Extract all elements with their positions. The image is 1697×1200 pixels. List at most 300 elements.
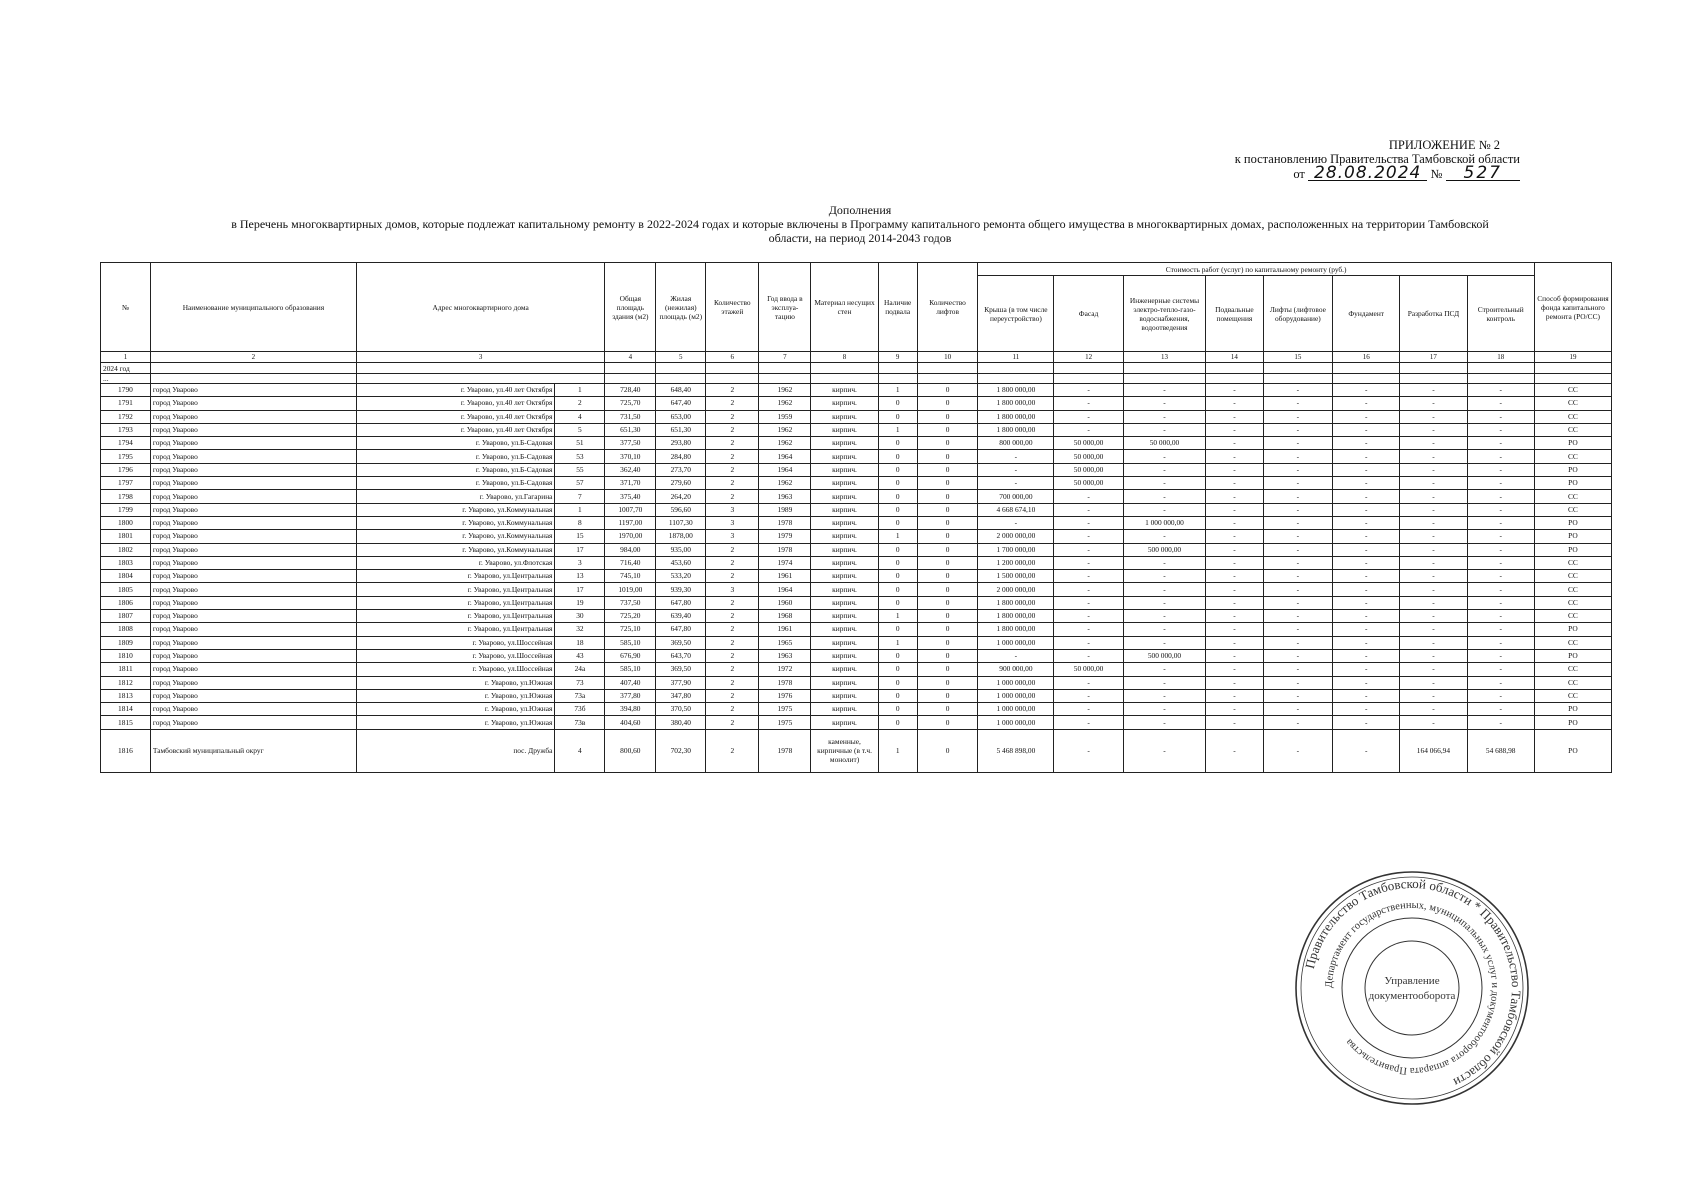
lifts-count-cell: 0 bbox=[917, 610, 978, 623]
lifts-count-cell: 0 bbox=[917, 570, 978, 583]
living-area-cell: 1878,00 bbox=[656, 530, 706, 543]
house-number-cell: 51 bbox=[555, 437, 605, 450]
table-row bbox=[101, 490, 1612, 503]
address-cell: г. Уварово, ул.Б-Садовая bbox=[356, 477, 554, 490]
table-row bbox=[101, 384, 1612, 397]
municipality-cell: город Уварово bbox=[150, 623, 356, 636]
control-cost-cell: - bbox=[1467, 663, 1534, 676]
address-cell: г. Уварово, ул.Б-Садовая bbox=[356, 463, 554, 476]
house-number-cell: 17 bbox=[555, 543, 605, 556]
engineering-cost-cell: - bbox=[1123, 623, 1205, 636]
lifts-cost-cell: - bbox=[1263, 463, 1332, 476]
year-cell: 1975 bbox=[759, 703, 811, 716]
table-row bbox=[101, 623, 1612, 636]
roof-cost-cell: 1 500 000,00 bbox=[978, 570, 1054, 583]
address-cell: г. Уварово, ул.Шоссейная bbox=[356, 663, 554, 676]
psd-cost-cell: - bbox=[1400, 490, 1467, 503]
facade-cost-cell: - bbox=[1054, 596, 1123, 609]
floors-cell: 3 bbox=[706, 583, 759, 596]
house-number-cell: 43 bbox=[555, 649, 605, 662]
material-cell: кирпич. bbox=[811, 463, 878, 476]
foundation-cost-cell: - bbox=[1333, 437, 1400, 450]
engineering-cost-cell: - bbox=[1123, 556, 1205, 569]
basements-cost-cell: - bbox=[1206, 410, 1263, 423]
method-cell: СС bbox=[1534, 676, 1611, 689]
foundation-cost-cell: - bbox=[1333, 423, 1400, 436]
material-cell: кирпич. bbox=[811, 716, 878, 729]
basements-cost-cell: - bbox=[1206, 384, 1263, 397]
column-number: 10 bbox=[917, 352, 978, 363]
method-cell: СС bbox=[1534, 503, 1611, 516]
house-number-cell: 17 bbox=[555, 583, 605, 596]
ellipsis: ... bbox=[101, 374, 151, 384]
psd-cost-cell: - bbox=[1400, 397, 1467, 410]
facade-cost-cell: 50 000,00 bbox=[1054, 477, 1123, 490]
total-area-cell: 725,20 bbox=[605, 610, 656, 623]
appendix-subtitle: к постановлению Правительства Тамбовской области bbox=[1234, 152, 1520, 166]
engineering-cost-cell: - bbox=[1123, 610, 1205, 623]
basements-cost-cell: - bbox=[1206, 543, 1263, 556]
control-cost-cell: - bbox=[1467, 530, 1534, 543]
municipality-cell: город Уварово bbox=[150, 570, 356, 583]
lifts-count-cell: 0 bbox=[917, 636, 978, 649]
psd-cost-cell: - bbox=[1400, 503, 1467, 516]
row-number: 1793 bbox=[101, 423, 151, 436]
foundation-cost-cell: - bbox=[1333, 503, 1400, 516]
engineering-cost-cell: - bbox=[1123, 384, 1205, 397]
lifts-cost-cell: - bbox=[1263, 663, 1332, 676]
from-label: от bbox=[1293, 167, 1305, 181]
living-area-cell: 651,30 bbox=[656, 423, 706, 436]
foundation-cost-cell: - bbox=[1333, 689, 1400, 702]
house-number-cell: 30 bbox=[555, 610, 605, 623]
lifts-count-cell: 0 bbox=[917, 516, 978, 529]
lifts-count-cell: 0 bbox=[917, 477, 978, 490]
lifts-cost-cell: - bbox=[1263, 477, 1332, 490]
psd-cost-cell: - bbox=[1400, 583, 1467, 596]
municipality-cell: город Уварово bbox=[150, 610, 356, 623]
municipality-cell: город Уварово bbox=[150, 463, 356, 476]
facade-cost-cell: - bbox=[1054, 649, 1123, 662]
year-cell: 1978 bbox=[759, 729, 811, 772]
year-cell: 1960 bbox=[759, 596, 811, 609]
basement-cell: 0 bbox=[878, 503, 917, 516]
floors-cell: 3 bbox=[706, 516, 759, 529]
house-number-cell: 1 bbox=[555, 503, 605, 516]
table-row bbox=[101, 663, 1612, 676]
material-cell: кирпич. bbox=[811, 663, 878, 676]
header-basements: Подвальные помещения bbox=[1206, 276, 1263, 352]
psd-cost-cell: - bbox=[1400, 703, 1467, 716]
address-cell: г. Уварово, ул.Центральная bbox=[356, 596, 554, 609]
total-area-cell: 725,10 bbox=[605, 623, 656, 636]
basement-cell: 0 bbox=[878, 649, 917, 662]
floors-cell: 2 bbox=[706, 384, 759, 397]
municipality-cell: город Уварово bbox=[150, 450, 356, 463]
facade-cost-cell: - bbox=[1054, 556, 1123, 569]
year-cell: 1979 bbox=[759, 530, 811, 543]
roof-cost-cell: - bbox=[978, 450, 1054, 463]
foundation-cost-cell: - bbox=[1333, 596, 1400, 609]
floors-cell: 2 bbox=[706, 676, 759, 689]
column-number: 8 bbox=[811, 352, 878, 363]
row-number: 1808 bbox=[101, 623, 151, 636]
engineering-cost-cell: - bbox=[1123, 689, 1205, 702]
material-cell: кирпич. bbox=[811, 477, 878, 490]
engineering-cost-cell: - bbox=[1123, 636, 1205, 649]
year-cell: 1978 bbox=[759, 516, 811, 529]
roof-cost-cell: 1 000 000,00 bbox=[978, 703, 1054, 716]
lifts-cost-cell: - bbox=[1263, 423, 1332, 436]
column-number: 1 bbox=[101, 352, 151, 363]
facade-cost-cell: - bbox=[1054, 716, 1123, 729]
row-number: 1803 bbox=[101, 556, 151, 569]
method-cell: РО bbox=[1534, 477, 1611, 490]
address-cell: г. Уварово, ул.Коммунальная bbox=[356, 503, 554, 516]
lifts-cost-cell: - bbox=[1263, 437, 1332, 450]
lifts-cost-cell: - bbox=[1263, 410, 1332, 423]
lifts-count-cell: 0 bbox=[917, 410, 978, 423]
engineering-cost-cell: - bbox=[1123, 477, 1205, 490]
table-row bbox=[101, 570, 1612, 583]
floors-cell: 2 bbox=[706, 543, 759, 556]
lifts-cost-cell: - bbox=[1263, 649, 1332, 662]
floors-cell: 2 bbox=[706, 437, 759, 450]
basement-cell: 0 bbox=[878, 437, 917, 450]
year-cell: 1975 bbox=[759, 716, 811, 729]
lifts-cost-cell: - bbox=[1263, 530, 1332, 543]
house-number-cell: 73в bbox=[555, 716, 605, 729]
year-cell: 1974 bbox=[759, 556, 811, 569]
material-cell: кирпич. bbox=[811, 450, 878, 463]
lifts-cost-cell: - bbox=[1263, 384, 1332, 397]
table-row bbox=[101, 450, 1612, 463]
header-cost-group: Стоимость работ (услуг) по капитальному ремонту (руб.) bbox=[978, 263, 1534, 276]
material-cell: кирпич. bbox=[811, 516, 878, 529]
control-cost-cell: - bbox=[1467, 450, 1534, 463]
year-row bbox=[101, 363, 1612, 374]
basements-cost-cell: - bbox=[1206, 716, 1263, 729]
total-area-cell: 728,40 bbox=[605, 384, 656, 397]
total-area-cell: 377,50 bbox=[605, 437, 656, 450]
basement-cell: 1 bbox=[878, 384, 917, 397]
address-cell: г. Уварово, ул.Коммунальная bbox=[356, 543, 554, 556]
method-cell: СС bbox=[1534, 490, 1611, 503]
floors-cell: 2 bbox=[706, 410, 759, 423]
engineering-cost-cell: - bbox=[1123, 676, 1205, 689]
year-cell: 1965 bbox=[759, 636, 811, 649]
year-label: 2024 год bbox=[101, 363, 151, 374]
address-cell: г. Уварово, ул.Коммунальная bbox=[356, 530, 554, 543]
house-number-cell: 3 bbox=[555, 556, 605, 569]
basement-cell: 0 bbox=[878, 516, 917, 529]
lifts-count-cell: 0 bbox=[917, 437, 978, 450]
lifts-cost-cell: - bbox=[1263, 490, 1332, 503]
table-row bbox=[101, 503, 1612, 516]
facade-cost-cell: - bbox=[1054, 583, 1123, 596]
material-cell: кирпич. bbox=[811, 397, 878, 410]
living-area-cell: 279,60 bbox=[656, 477, 706, 490]
basements-cost-cell: - bbox=[1206, 490, 1263, 503]
address-cell: г. Уварово, ул.Южная bbox=[356, 703, 554, 716]
method-cell: СС bbox=[1534, 689, 1611, 702]
engineering-cost-cell: - bbox=[1123, 530, 1205, 543]
floors-cell: 2 bbox=[706, 397, 759, 410]
house-number-cell: 32 bbox=[555, 623, 605, 636]
psd-cost-cell: - bbox=[1400, 543, 1467, 556]
row-number: 1794 bbox=[101, 437, 151, 450]
column-number: 16 bbox=[1333, 352, 1400, 363]
foundation-cost-cell: - bbox=[1333, 623, 1400, 636]
seal-center-line-2: документооборота bbox=[1368, 990, 1456, 1002]
living-area-cell: 647,80 bbox=[656, 596, 706, 609]
basement-cell: 0 bbox=[878, 570, 917, 583]
row-number: 1791 bbox=[101, 397, 151, 410]
municipality-cell: город Уварово bbox=[150, 437, 356, 450]
living-area-cell: 273,70 bbox=[656, 463, 706, 476]
row-number: 1806 bbox=[101, 596, 151, 609]
seal-ring-text: Департамент государственных, муниципальных услуг и документооборота аппарата Правительства bbox=[1323, 899, 1501, 1077]
header-engineering: Инженерные системы электро-тепло-газо-водоснабжения, водоотведения bbox=[1123, 276, 1205, 352]
engineering-cost-cell: - bbox=[1123, 410, 1205, 423]
control-cost-cell: - bbox=[1467, 410, 1534, 423]
table-row bbox=[101, 689, 1612, 702]
year-cell: 1978 bbox=[759, 676, 811, 689]
roof-cost-cell: 1 800 000,00 bbox=[978, 623, 1054, 636]
floors-cell: 2 bbox=[706, 649, 759, 662]
row-number: 1804 bbox=[101, 570, 151, 583]
lifts-cost-cell: - bbox=[1263, 610, 1332, 623]
basement-cell: 0 bbox=[878, 583, 917, 596]
psd-cost-cell: - bbox=[1400, 636, 1467, 649]
facade-cost-cell: - bbox=[1054, 689, 1123, 702]
header-psd: Разработка ПСД bbox=[1400, 276, 1467, 352]
header-material: Материал несущих стен bbox=[811, 263, 878, 352]
foundation-cost-cell: - bbox=[1333, 477, 1400, 490]
foundation-cost-cell: - bbox=[1333, 490, 1400, 503]
living-area-cell: 702,30 bbox=[656, 729, 706, 772]
lifts-cost-cell: - bbox=[1263, 676, 1332, 689]
psd-cost-cell: - bbox=[1400, 676, 1467, 689]
material-cell: кирпич. bbox=[811, 570, 878, 583]
lifts-count-cell: 0 bbox=[917, 463, 978, 476]
floors-cell: 2 bbox=[706, 423, 759, 436]
floors-cell: 2 bbox=[706, 450, 759, 463]
control-cost-cell: - bbox=[1467, 543, 1534, 556]
foundation-cost-cell: - bbox=[1333, 530, 1400, 543]
header-lifts-count: Количество лифтов bbox=[917, 263, 978, 352]
table-row bbox=[101, 676, 1612, 689]
method-cell: РО bbox=[1534, 543, 1611, 556]
address-cell: г. Уварово, ул.Флотская bbox=[356, 556, 554, 569]
lifts-count-cell: 0 bbox=[917, 423, 978, 436]
basements-cost-cell: - bbox=[1206, 516, 1263, 529]
control-cost-cell: - bbox=[1467, 703, 1534, 716]
lifts-cost-cell: - bbox=[1263, 556, 1332, 569]
row-number: 1795 bbox=[101, 450, 151, 463]
psd-cost-cell: - bbox=[1400, 556, 1467, 569]
living-area-cell: 1107,30 bbox=[656, 516, 706, 529]
method-cell: СС bbox=[1534, 384, 1611, 397]
method-cell: РО bbox=[1534, 623, 1611, 636]
facade-cost-cell: - bbox=[1054, 703, 1123, 716]
foundation-cost-cell: - bbox=[1333, 676, 1400, 689]
basement-cell: 0 bbox=[878, 623, 917, 636]
roof-cost-cell: 800 000,00 bbox=[978, 437, 1054, 450]
foundation-cost-cell: - bbox=[1333, 463, 1400, 476]
basements-cost-cell: - bbox=[1206, 610, 1263, 623]
header-facade: Фасад bbox=[1054, 276, 1123, 352]
address-cell: г. Уварово, ул.40 лет Октября bbox=[356, 410, 554, 423]
roof-cost-cell: 1 000 000,00 bbox=[978, 676, 1054, 689]
year-cell: 1968 bbox=[759, 610, 811, 623]
municipality-cell: город Уварово bbox=[150, 516, 356, 529]
lifts-cost-cell: - bbox=[1263, 516, 1332, 529]
living-area-cell: 264,20 bbox=[656, 490, 706, 503]
municipality-cell: город Уварово bbox=[150, 384, 356, 397]
address-cell: г. Уварово, ул.Б-Садовая bbox=[356, 450, 554, 463]
official-seal bbox=[1292, 868, 1532, 1108]
year-cell: 1976 bbox=[759, 689, 811, 702]
basement-cell: 0 bbox=[878, 543, 917, 556]
facade-cost-cell: - bbox=[1054, 729, 1123, 772]
control-cost-cell: - bbox=[1467, 623, 1534, 636]
table-row bbox=[101, 397, 1612, 410]
table-row bbox=[101, 596, 1612, 609]
living-area-cell: 643,70 bbox=[656, 649, 706, 662]
living-area-cell: 369,50 bbox=[656, 663, 706, 676]
row-number: 1811 bbox=[101, 663, 151, 676]
municipality-cell: город Уварово bbox=[150, 596, 356, 609]
total-area-cell: 371,70 bbox=[605, 477, 656, 490]
municipality-cell: город Уварово bbox=[150, 583, 356, 596]
basements-cost-cell: - bbox=[1206, 423, 1263, 436]
engineering-cost-cell: - bbox=[1123, 463, 1205, 476]
column-number: 19 bbox=[1534, 352, 1611, 363]
row-number: 1816 bbox=[101, 729, 151, 772]
method-cell: РО bbox=[1534, 716, 1611, 729]
psd-cost-cell: - bbox=[1400, 570, 1467, 583]
address-cell: г. Уварово, ул.40 лет Октября bbox=[356, 397, 554, 410]
roof-cost-cell: - bbox=[978, 477, 1054, 490]
address-cell: г. Уварово, ул.40 лет Октября bbox=[356, 423, 554, 436]
material-cell: кирпич. bbox=[811, 596, 878, 609]
facade-cost-cell: - bbox=[1054, 610, 1123, 623]
foundation-cost-cell: - bbox=[1333, 610, 1400, 623]
psd-cost-cell: - bbox=[1400, 623, 1467, 636]
appendix-title: ПРИЛОЖЕНИЕ № 2 bbox=[1388, 138, 1500, 152]
lifts-count-cell: 0 bbox=[917, 503, 978, 516]
total-area-cell: 651,30 bbox=[605, 423, 656, 436]
facade-cost-cell: - bbox=[1054, 570, 1123, 583]
house-number-cell: 24а bbox=[555, 663, 605, 676]
material-cell: кирпич. bbox=[811, 610, 878, 623]
table-row bbox=[101, 477, 1612, 490]
header-roof: Крыша (в том числе переустройство) bbox=[978, 276, 1054, 352]
engineering-cost-cell: - bbox=[1123, 716, 1205, 729]
address-cell: г. Уварово, ул.Коммунальная bbox=[356, 516, 554, 529]
psd-cost-cell: - bbox=[1400, 530, 1467, 543]
living-area-cell: 377,90 bbox=[656, 676, 706, 689]
living-area-cell: 453,60 bbox=[656, 556, 706, 569]
row-number: 1810 bbox=[101, 649, 151, 662]
psd-cost-cell: - bbox=[1400, 463, 1467, 476]
total-area-cell: 370,10 bbox=[605, 450, 656, 463]
house-number-cell: 2 bbox=[555, 397, 605, 410]
address-cell: г. Уварово, ул.Центральная bbox=[356, 583, 554, 596]
row-number: 1799 bbox=[101, 503, 151, 516]
basements-cost-cell: - bbox=[1206, 397, 1263, 410]
method-cell: РО bbox=[1534, 703, 1611, 716]
facade-cost-cell: 50 000,00 bbox=[1054, 450, 1123, 463]
year-cell: 1962 bbox=[759, 423, 811, 436]
facade-cost-cell: - bbox=[1054, 543, 1123, 556]
lifts-cost-cell: - bbox=[1263, 636, 1332, 649]
lifts-cost-cell: - bbox=[1263, 450, 1332, 463]
psd-cost-cell: - bbox=[1400, 610, 1467, 623]
municipality-cell: город Уварово bbox=[150, 556, 356, 569]
row-number: 1802 bbox=[101, 543, 151, 556]
engineering-cost-cell: - bbox=[1123, 490, 1205, 503]
row-number: 1805 bbox=[101, 583, 151, 596]
engineering-cost-cell: - bbox=[1123, 397, 1205, 410]
header-control: Строительный контроль bbox=[1467, 276, 1534, 352]
roof-cost-cell: 1 800 000,00 bbox=[978, 423, 1054, 436]
roof-cost-cell: 900 000,00 bbox=[978, 663, 1054, 676]
floors-cell: 2 bbox=[706, 636, 759, 649]
header-total-area: Общая площадь здания (м2) bbox=[605, 263, 656, 352]
basements-cost-cell: - bbox=[1206, 583, 1263, 596]
engineering-cost-cell: 1 000 000,00 bbox=[1123, 516, 1205, 529]
column-number: 17 bbox=[1400, 352, 1467, 363]
living-area-cell: 653,00 bbox=[656, 410, 706, 423]
floors-cell: 2 bbox=[706, 610, 759, 623]
control-cost-cell: - bbox=[1467, 689, 1534, 702]
psd-cost-cell: - bbox=[1400, 689, 1467, 702]
floors-cell: 2 bbox=[706, 463, 759, 476]
lifts-count-cell: 0 bbox=[917, 450, 978, 463]
total-area-cell: 407,40 bbox=[605, 676, 656, 689]
header-municipality: Наименование муниципального образования bbox=[150, 263, 356, 352]
house-number-cell: 4 bbox=[555, 729, 605, 772]
floors-cell: 2 bbox=[706, 490, 759, 503]
total-area-cell: 676,90 bbox=[605, 649, 656, 662]
basements-cost-cell: - bbox=[1206, 530, 1263, 543]
total-area-cell: 362,40 bbox=[605, 463, 656, 476]
engineering-cost-cell: - bbox=[1123, 596, 1205, 609]
basement-cell: 0 bbox=[878, 596, 917, 609]
header-lifts: Лифты (лифтовое оборудование) bbox=[1263, 276, 1332, 352]
year-cell: 1962 bbox=[759, 437, 811, 450]
engineering-cost-cell: - bbox=[1123, 583, 1205, 596]
engineering-cost-cell: - bbox=[1123, 450, 1205, 463]
total-area-cell: 377,80 bbox=[605, 689, 656, 702]
floors-cell: 2 bbox=[706, 477, 759, 490]
material-cell: кирпич. bbox=[811, 556, 878, 569]
basement-cell: 1 bbox=[878, 636, 917, 649]
control-cost-cell: - bbox=[1467, 716, 1534, 729]
row-number: 1807 bbox=[101, 610, 151, 623]
houses-table bbox=[100, 262, 1612, 773]
material-cell: кирпич. bbox=[811, 490, 878, 503]
material-cell: каменные, кирпичные (в т.ч. монолит) bbox=[811, 729, 878, 772]
living-area-cell: 596,60 bbox=[656, 503, 706, 516]
year-cell: 1989 bbox=[759, 503, 811, 516]
address-cell: г. Уварово, ул.Гагарина bbox=[356, 490, 554, 503]
basements-cost-cell: - bbox=[1206, 636, 1263, 649]
seal-center-line-1: Управление bbox=[1384, 975, 1440, 987]
roof-cost-cell: 1 800 000,00 bbox=[978, 410, 1054, 423]
